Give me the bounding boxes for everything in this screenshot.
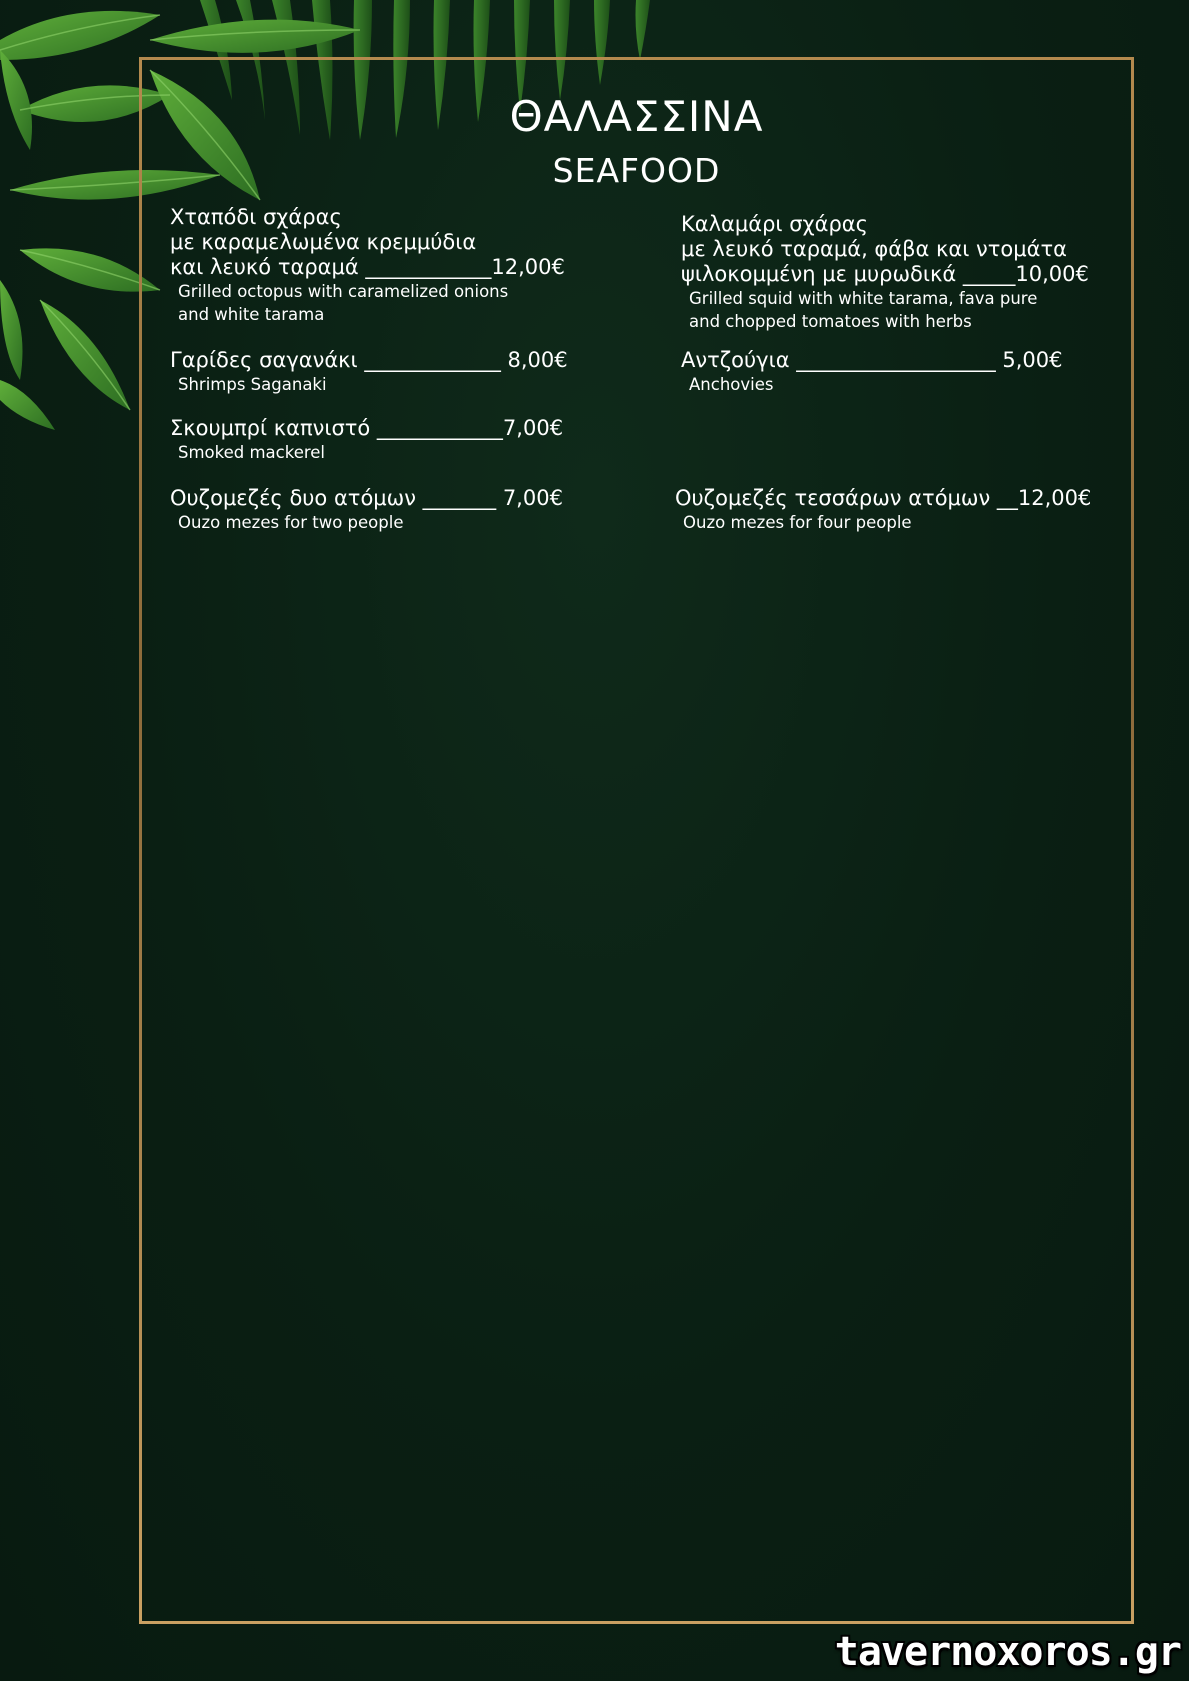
menu-item-anchovy [681,348,1063,396]
item-desc-en: Smoked mackerel [178,443,326,462]
page-title-english: SEAFOOD [552,151,721,190]
item-name-gr-price: και λευκό ταραμά ____________12,00€ [170,255,565,279]
item-name-gr: Καλαμάρι σχάρας [681,212,868,236]
item-name-gr-price: Ουζομεζές δυο ατόμων _______ 7,00€ [170,486,563,510]
menu-item-squid [681,212,1089,333]
item-desc-en: and chopped tomatoes with herbs [689,312,972,331]
item-name-gr: με λευκό ταραμά, φάβα και ντομάτα [681,237,1067,261]
page-title-greek: ΘΑΛΑΣΣΙΝΑ [509,92,764,141]
item-name-gr-price: ψιλοκομμένη με μυρωδικά _____10,00€ [681,262,1089,286]
item-desc-en: and white tarama [178,305,325,324]
item-name-gr-price: Αντζούγια ___________________ 5,00€ [681,348,1063,372]
item-name-gr: με καραμελωμένα κρεμμύδια [170,230,477,254]
item-desc-en: Shrimps Saganaki [178,375,327,394]
watermark: tavernoxoros.gr [834,1629,1181,1675]
item-desc-en: Ouzo mezes for four people [683,513,912,532]
menu-item-octopus [170,205,565,326]
menu-item-mackerel [170,416,563,464]
item-name-gr-price: Ουζομεζές τεσσάρων ατόμων __12,00€ [675,486,1092,510]
menu-item-shrimp [170,348,568,396]
item-desc-en: Grilled squid with white tarama, fava pure [689,289,1038,308]
menu-item-ouzo-four [675,486,1091,534]
item-name-gr: Χταπόδι σχάρας [170,205,342,229]
menu-item-ouzo-two [170,486,563,534]
item-desc-en: Anchovies [689,375,774,394]
item-name-gr-price: Σκουμπρί καπνιστό ____________7,00€ [170,416,564,440]
item-name-gr-price: Γαρίδες σαγανάκι _____________ 8,00€ [170,348,568,372]
item-desc-en: Grilled octopus with caramelized onions [178,282,509,301]
item-desc-en: Ouzo mezes for two people [178,513,404,532]
